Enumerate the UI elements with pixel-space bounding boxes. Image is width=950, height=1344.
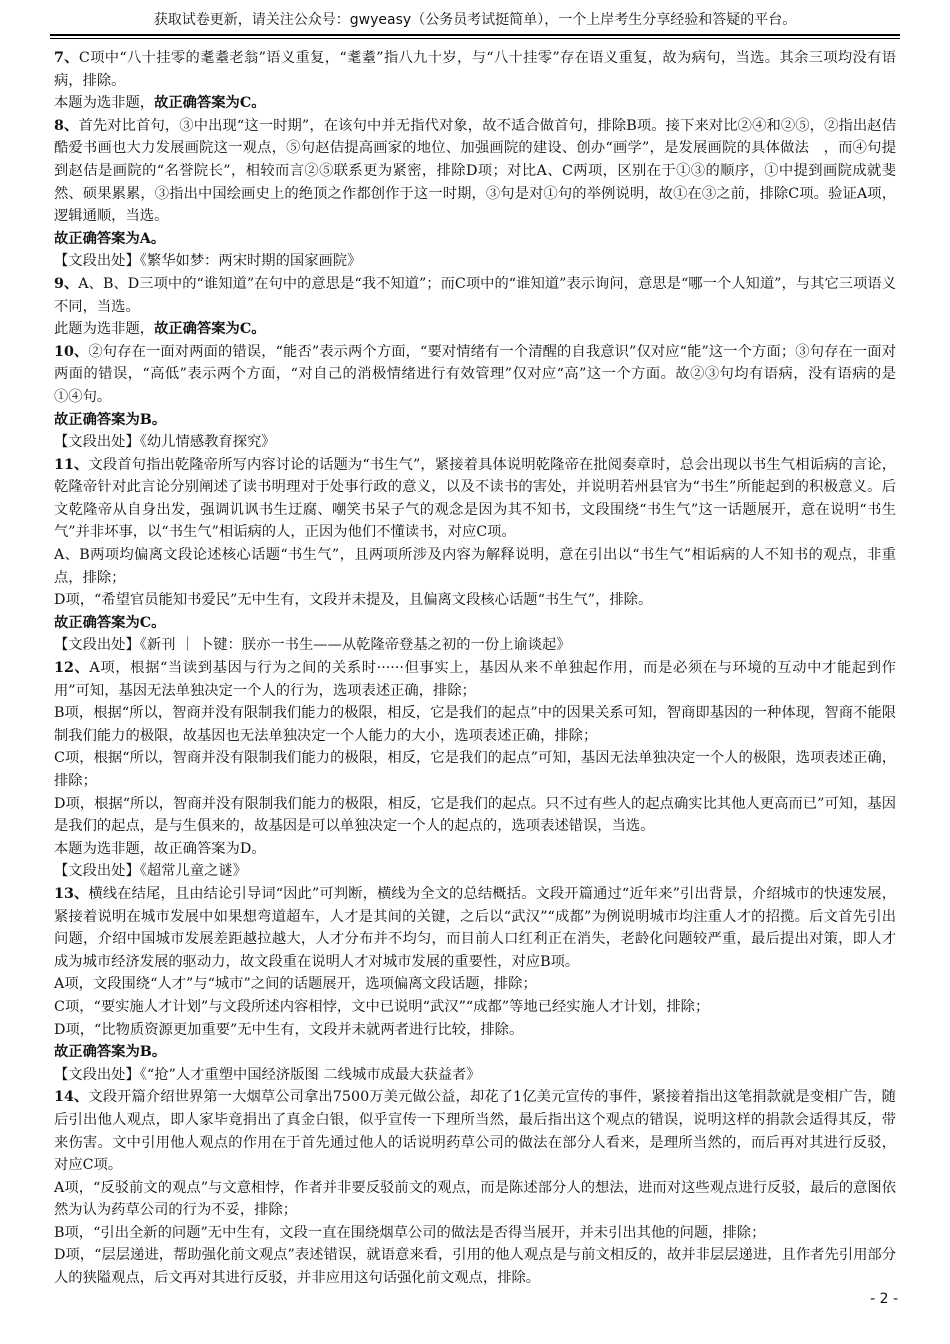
answer-line: [54, 228, 896, 251]
paragraph-text: 【文段出处】《超常儿童之谜》: [54, 863, 248, 880]
paragraph-text: 文段首句指出乾隆帝所写内容讨论的话题为“书生气”，紧接着具体说明乾隆帝在批阅奏章时，总会出现以书生气相诟病的言论，乾隆帝针对此言论分别阐述了读书明理对于处事行政的意义，以及不读书的害处，并说明若州县官为“书生”所能起到的积极意义。后文乾隆帝从自身出发，强调讥讽书生迂腐、嘲笑书呆子气的观念是因为其不知书，文段围绕“书生气”这一话题展开，意在说明“书生气”并非坏事，以“书生气”相诟病的人，正因为他们不懂读书，对应C项。: [54, 456, 896, 541]
text-paragraph: [54, 702, 896, 747]
question-number: 10、: [54, 343, 89, 360]
text-paragraph: [54, 431, 896, 454]
paragraph-text: C项中“八十挂零的耄耋老翁”语义重复，“耄耋”指八九十岁，与“八十挂零”存在语义重复，故为病句，当选。其余三项均没有语病，排除。: [54, 50, 896, 89]
paragraph-text: A、B、D三项中的“谁知道”在句中的意思是“我不知道”；而C项中的“谁知道”表示询问，意思是“哪一个人知道”，与其它三项语义不同，当选。: [54, 275, 897, 315]
paragraph-text: B项，“引出全新的问题”无中生有，文段一直在围绕烟草公司的做法是否得当展开，并未引出其他的问题，排除；: [54, 1224, 766, 1241]
paragraph-text: A项，“反驳前文的观点”与文意相悖，作者并非要反驳前文的观点，而是陈述部分人的想法，进而对这些观点进行反驳，最后的意图依然为认为药草公司的行为不妥，排除；: [54, 1179, 896, 1219]
correct-answer: 故正确答案为C。: [154, 321, 266, 338]
correct-answer: 故正确答案为B。: [54, 1044, 167, 1061]
paragraph-text: 文段开篇介绍世界第一大烟草公司拿出7500万美元做公益，却花了1亿美元宣传的事件，紧接着指出这笔捐款就是变相广告，随后引出他人观点，即人家毕竟捐出了真金白银，似乎宣传一下理所当然，最后指出这个观点的错误，说明这样的捐款会适得其反，带来伤害。文中引用他人观点的作用在于首先通过他人的话说明药草公司的做法在部分人看来，是理所当然的，而后再对其进行反驳，对应C项。: [54, 1089, 896, 1174]
page-header: 获取试卷更新，请关注公众号：gwyeasy（公务员考试挺简单），一个上岸考生分享经验和答疑的平台。: [153, 12, 797, 28]
answer-explanation-paragraph: [54, 115, 896, 228]
paragraph-text: D项，“层层递进，帮助强化前文观点”表述错误，就语意来看，引用的他人观点是与前文相反的，故并非层层递进，且作者先引用部分人的狭隘观点，后文再对其进行反驳，并非应用这句话强化前文观点，排除。: [54, 1247, 896, 1287]
answer-line: [54, 1041, 896, 1064]
text-paragraph: [54, 544, 896, 589]
answer-prefix: 本题为选非题，: [54, 95, 155, 112]
correct-answer: 故正确答案为C。: [54, 614, 166, 631]
correct-answer: 故正确答案为A。: [54, 230, 166, 247]
text-paragraph: [54, 1177, 896, 1222]
paragraph-text: D项，“比物质资源更加重要”无中生有，文段并未就两者进行比较，排除。: [54, 1021, 524, 1038]
text-paragraph: [54, 1064, 896, 1087]
answer-explanation-paragraph: [54, 454, 896, 544]
text-paragraph: [54, 860, 896, 883]
paragraph-text: 【文段出处】《幼儿情感教育探究》: [54, 434, 276, 451]
header-rule-thin: [50, 38, 900, 39]
paragraph-text: ②句存在一面对两面的错误，“能否”表示两个方面，“要对情绪有一个清醒的自我意识”仅对应“能”这一个方面；③句存在一面对两面的错误，“高低”表示两个方面，“对自己的消极情绪进行有效管理”仅对应“高”这一个方面。故②③句均有语病，没有语病的是①④句。: [54, 343, 896, 405]
page-number: - 2 -: [870, 1291, 898, 1307]
text-paragraph: [54, 589, 896, 612]
paragraph-text: 本题为选非题，故正确答案为D。: [54, 840, 266, 857]
text-paragraph: [54, 747, 896, 792]
text-paragraph: [54, 634, 896, 657]
correct-answer: 故正确答案为B。: [54, 411, 167, 428]
answer-line: [54, 612, 896, 635]
paragraph-text: C项，根据“所以，智商并没有限制我们能力的极限，相反，它是我们的起点”可知，基因无法单独决定一个人的极限，选项表述正确，排除；: [54, 750, 896, 789]
text-paragraph: [54, 996, 896, 1019]
header-rule: [50, 34, 900, 36]
paragraph-text: 【文段出处】《“抢”人才重塑中国经济版图 二线城市成最大获益者》: [54, 1066, 481, 1083]
answer-explanation-paragraph: [54, 883, 896, 973]
answer-explanation-paragraph: [54, 341, 896, 409]
paragraph-text: A项，根据“当读到基因与行为之间的关系时······但事实上，基因从来不单独起作用，而是必须在与环境的互动中才能起到作用”可知，基因无法单独决定一个人的行为，选项表述正确，排除；: [54, 660, 896, 699]
question-number: 14、: [54, 1089, 89, 1106]
answer-explanation-paragraph: [54, 1086, 896, 1176]
text-paragraph: [54, 1244, 896, 1289]
paragraph-text: C项，“要实施人才计划”与文段所述内容相悖，文中已说明“武汉”“成都”等地已经实施人才计划，排除；: [54, 998, 710, 1015]
answer-prefix: 此题为选非题，: [54, 321, 155, 338]
paragraph-text: A项，文段围绕“人才”与“城市”之间的话题展开，选项偏离文段话题，排除；: [54, 976, 537, 993]
answer-explanation-paragraph: [54, 47, 896, 92]
answer-explanation-paragraph: [54, 273, 896, 318]
paragraph-text: D项，根据“所以，智商并没有限制我们能力的极限，相反，它是我们的起点。只不过有些人的起点确实比其他人更高而已”可知，基因是我们的起点，是与生俱来的，故基因是可以单独决定一个人的起点的，选项表述错误，当选。: [54, 795, 896, 835]
text-paragraph: [54, 1019, 896, 1042]
paragraph-text: D项，“希望官员能知书爱民”无中生有，文段并未提及，且偏离文段核心话题“书生气”，排除。: [54, 592, 653, 609]
text-paragraph: [54, 318, 896, 341]
paragraph-text: B项，根据“所以，智商并没有限制我们能力的极限，相反，它是我们的起点”中的因果关系可知，智商即基因的一种体现，智商不能限制我们能力的极限，故基因也无法单独决定一个人能力的大小，选项表述正确，排除；: [54, 705, 896, 744]
text-paragraph: [54, 793, 896, 838]
document-body: [54, 47, 896, 1290]
text-paragraph: [54, 838, 896, 861]
text-paragraph: [54, 973, 896, 996]
question-number: 9、: [54, 275, 79, 292]
question-number: 13、: [54, 885, 89, 902]
question-number: 11、: [54, 456, 89, 473]
paragraph-text: 首先对比首句，③中出现“这一时期”，在该句中并无指代对象，故不适合做首句，排除B项。接下来对比②④和②⑤，②指出赵佶酷爱书画也大力发展画院这一观点，⑤句赵佶提高画家的地位、加强画院的建设、创办“画学”，是发展画院的具体做法 ，而④句提到赵佶是画院的“名誉院长”，相较而言②⑤联系更为紧密，排除D项；对比A、C两项，区别在于①③的顺序，①中提到画院成就斐然、硕果累累，③指出中国绘画史上的绝顶之作都创作于这一时期，③句是对①句的举例说明，故①在③之前，排除C项。验证A项，逻辑通顺，当选。: [54, 117, 896, 225]
paragraph-text: A、B两项均偏离文段论述核心话题“书生气”，且两项所涉及内容为解释说明，意在引出以“书生气”相诟病的人不知书的观点，非重点，排除；: [54, 547, 896, 586]
paragraph-text: 【文段出处】《新刊 ｜ 卜键：朕亦一书生——从乾隆帝登基之初的一份上谕谈起》: [54, 637, 571, 654]
paragraph-text: 【文段出处】《繁华如梦：两宋时期的国家画院》: [54, 253, 362, 270]
text-paragraph: [54, 250, 896, 273]
question-number: 8、: [54, 117, 79, 134]
question-number: 12、: [54, 660, 90, 677]
text-paragraph: [54, 1222, 896, 1245]
answer-line: [54, 409, 896, 432]
text-paragraph: [54, 92, 896, 115]
question-number: 7、: [54, 50, 79, 66]
correct-answer: 故正确答案为C。: [154, 95, 266, 112]
answer-explanation-paragraph: [54, 657, 896, 702]
paragraph-text: 横线在结尾，且由结论引导词“因此”可判断，横线为全文的总结概括。文段开篇通过“近年来”引出背景，介绍城市的快速发展，紧接着说明在城市发展中如果想弯道超车，人才是其间的关键，之后以“武汉”“成都”为例说明城市均注重人才的招揽。后文首先引出问题，介绍中国城市发展差距越拉越大，人才分布并不均匀，而目前人口红利正在消失，老龄化问题较严重，最后提出对策，即人才成为城市经济发展的驱动力，故文段重在说明人才对城市发展的重要性，对应B项。: [54, 885, 896, 970]
